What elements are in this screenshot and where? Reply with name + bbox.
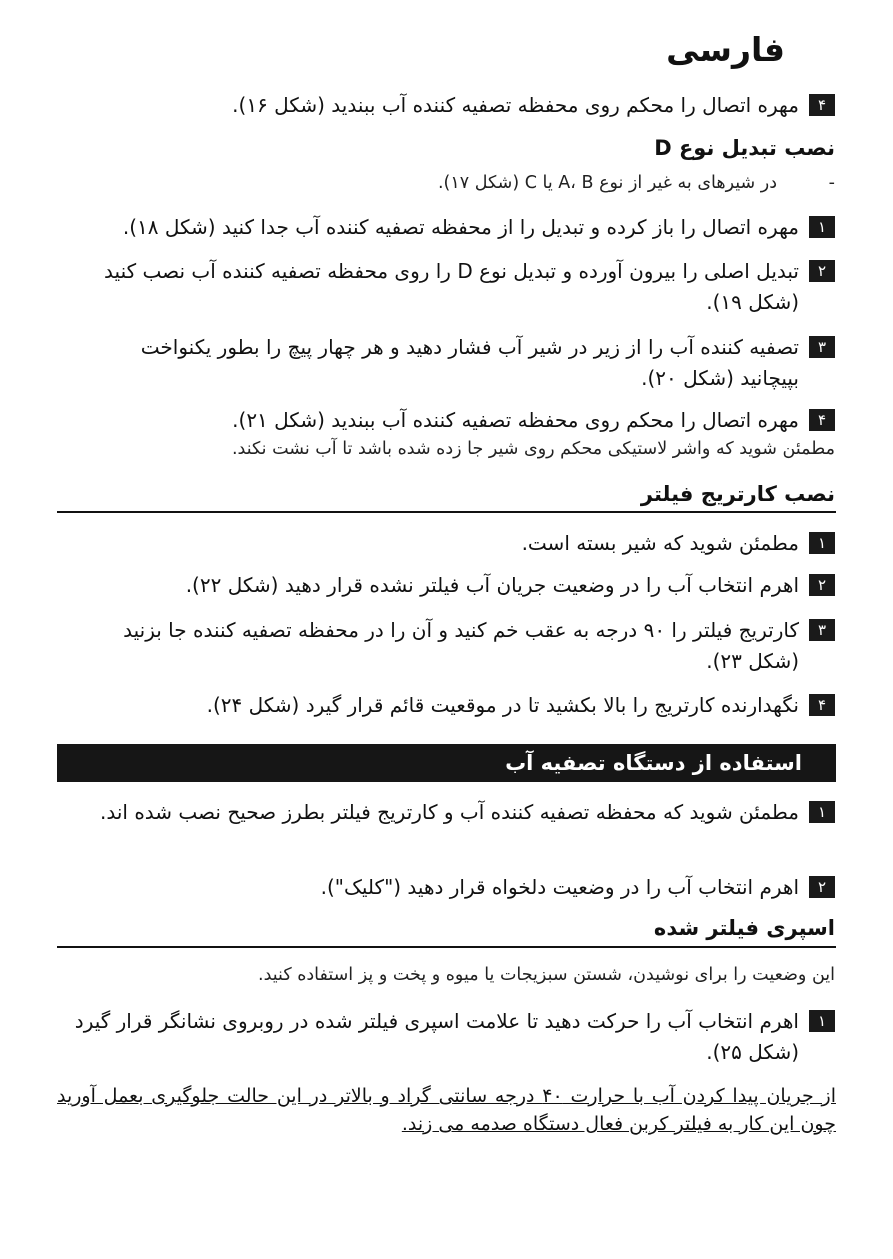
section-heading: نصب کارتریج فیلتر: [640, 482, 835, 506]
step-number-badge: ۱: [809, 216, 835, 238]
list-item: [57, 332, 835, 394]
list-item: [57, 690, 835, 721]
list-item: [57, 570, 835, 601]
step-number-badge: ۱: [809, 1010, 835, 1032]
step-text: اهرم انتخاب آب را در وضعیت جریان آب فیلتر نشده قرار دهید (شکل ۲۲).: [185, 573, 799, 597]
list-item: [57, 212, 835, 243]
section-divider: [57, 511, 836, 513]
note-text: در شیرهای به غیر از نوع A، B یا C (شکل ۱۷).: [437, 173, 777, 193]
list-item: [57, 797, 835, 828]
step-text: مهره اتصال را محکم روی محفظه تصفیه کننده آب ببندید (شکل ۲۱).: [232, 408, 799, 432]
step-number-badge: ۳: [809, 619, 835, 641]
list-item: [57, 615, 835, 677]
step-text: مطمئن شوید که شیر بسته است.: [521, 531, 799, 555]
list-item: [57, 872, 835, 903]
section-note: [57, 170, 835, 196]
step-number-badge: ۴: [809, 409, 835, 431]
step-number-badge: ۱: [809, 532, 835, 554]
step-text: تبدیل اصلی را بیرون آورده و تبدیل نوع D را روی محفظه تصفیه کننده آب نصب کنید (شکل ۱۹).: [104, 259, 799, 314]
step-text: مهره اتصال را باز کرده و تبدیل را از محفظه تصفیه کننده آب جدا کنید (شکل ۱۸).: [122, 215, 799, 239]
step-number-badge: ۲: [809, 574, 835, 596]
warning-note: مطمئن شوید که واشر لاستیکی محکم روی شیر جا زده شده باشد تا آب نشت نکند.: [231, 439, 835, 459]
step-number-badge: ۲: [809, 260, 835, 282]
step-number-badge: ۴: [809, 694, 835, 716]
step-number-badge: ۱: [809, 801, 835, 823]
caution-text: از جریان پیدا کردن آب با حرارت ۴۰ درجه سانتی گراد و بالاتر در این حالت جلوگیری بعمل آورید چون این کار به فیلتر کربن فعال دستگاه صدمه می زند.: [57, 1085, 836, 1135]
language-title: فارسی: [666, 30, 785, 69]
list-item: [57, 1006, 835, 1068]
step-text: تصفیه کننده آب را از زیر در شیر آب فشار دهید و هر چهار پیچ را بطور یکنواخت بپیچانید (شکل ۲۰).: [140, 335, 799, 390]
section-note: این وضعیت را برای نوشیدن، شستن سبزیجات یا میوه و پخت و پز استفاده کنید.: [258, 965, 835, 985]
section-heading: نصب تبدیل نوع D: [654, 136, 835, 160]
note-dash: -: [828, 173, 835, 193]
step-text: کارتریج فیلتر را ۹۰ درجه به عقب خم کنید و آن را در محفظه تصفیه کننده جا بزنید (شکل ۲۳).: [123, 618, 799, 673]
step-number-badge: ۳: [809, 336, 835, 358]
list-item: [57, 90, 835, 121]
list-item: [57, 256, 835, 318]
step-text: اهرم انتخاب آب را در وضعیت دلخواه قرار دهید ("کلیک").: [320, 875, 799, 899]
step-text: نگهدارنده کارتریج را بالا بکشید تا در موقعیت قائم قرار گیرد (شکل ۲۴).: [206, 693, 799, 717]
section-divider: [57, 946, 836, 948]
step-number-badge: ۲: [809, 876, 835, 898]
step-text: مطمئن شوید که محفظه تصفیه کننده آب و کارتریج فیلتر بطرز صحیح نصب شده اند.: [99, 800, 799, 824]
step-number-badge: ۴: [809, 94, 835, 116]
list-item: [57, 528, 835, 559]
step-text: مهره اتصال را محکم روی محفظه تصفیه کننده آب ببندید (شکل ۱۶).: [232, 93, 799, 117]
list-item: [57, 405, 835, 436]
section-heading: اسپری فیلتر شده: [653, 916, 835, 940]
step-text: اهرم انتخاب آب را حرکت دهید تا علامت اسپری فیلتر شده در روبروی نشانگر قرار گیرد (شکل ۲۵).: [74, 1009, 799, 1064]
section-heading-bar: استفاده از دستگاه تصفیه آب: [57, 744, 836, 782]
